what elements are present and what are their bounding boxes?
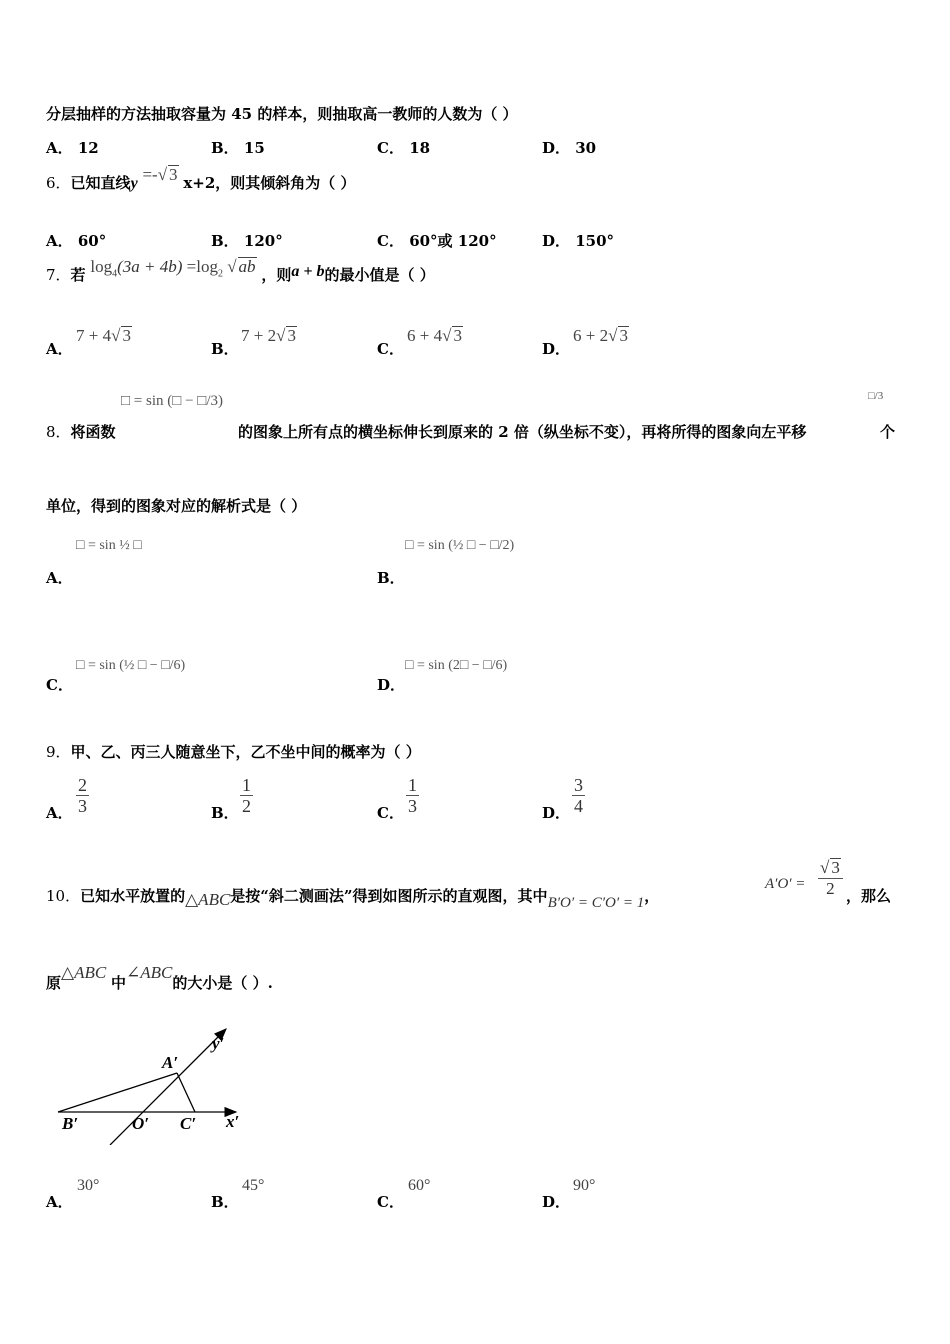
q10-option-c-value: 60° [408, 1177, 431, 1194]
q6-option-b[interactable]: B． 120° [211, 232, 283, 250]
q9-option-c-fraction: $\frac{1}{3}$ [408, 775, 417, 816]
q10-option-c[interactable]: C． [377, 1193, 404, 1211]
label-c: C′ [180, 1114, 197, 1133]
q8-option-b[interactable]: B． [377, 569, 405, 587]
q10-line2: 原△ABC 中∠ABC的大小是（ ）. [46, 963, 273, 992]
q7-option-d[interactable]: D． [542, 340, 571, 358]
q5-option-d[interactable]: D． 30 [542, 139, 597, 157]
q10-option-b-value: 45° [242, 1177, 265, 1194]
label-y: y′ [212, 1034, 225, 1053]
q10-option-d-value: 90° [573, 1177, 596, 1194]
q8-option-a-expr: □ = sin ½ □ [76, 538, 142, 553]
q7-option-d-expr: 6 + 2√ 3 [573, 326, 628, 345]
segment-b-a [58, 1073, 177, 1112]
q10-cond2-fraction: $\frac{√ 3}{2}$ [818, 858, 843, 899]
q8-option-c[interactable]: C． [46, 676, 73, 694]
q7-option-b[interactable]: B． [211, 340, 239, 358]
q8-option-a[interactable]: A． [46, 569, 73, 587]
q7-option-c[interactable]: C． [377, 340, 404, 358]
q8-option-d[interactable]: D． [377, 676, 406, 694]
q8-num-pre: 8．将函数 [46, 423, 116, 441]
q10-option-b[interactable]: B． [211, 1193, 239, 1211]
q9-option-d-fraction: $\frac{3}{4}$ [574, 775, 583, 816]
y-axis [110, 1029, 226, 1145]
q10-stem: 10．已知水平放置的△ABC是按“斜二测画法”得到如图所示的直观图，其中B′O′ = C′O′ = 1， [46, 887, 660, 911]
q9-option-a[interactable]: A． [46, 804, 73, 822]
oblique-projection-figure [40, 1025, 260, 1145]
q8-tail: 个 [880, 423, 896, 441]
q7-option-c-expr: 6 + 4√ 3 [407, 326, 462, 345]
q8-stem: 的图象上所有点的横坐标伸长到原来的 2 倍（纵坐标不变），再将所得的图象向左平移 [238, 423, 807, 441]
q5-option-b[interactable]: B． 15 [211, 139, 265, 157]
q10-option-a-value: 30° [77, 1177, 100, 1194]
q8-function-image: □ = sin (□ − □/3) [121, 393, 224, 409]
label-x: x′ [226, 1112, 240, 1131]
q9-option-b[interactable]: B． [211, 804, 239, 822]
q7-option-a-expr: 7 + 4√ 3 [76, 326, 131, 345]
label-b: B′ [62, 1114, 79, 1133]
q10-option-d[interactable]: D． [542, 1193, 571, 1211]
q5-stem: 分层抽样的方法抽取容量为 45 的样本，则抽取高一教师的人数为（ ） [46, 105, 518, 123]
q8-option-c-expr: □ = sin (½ □ − □/6) [76, 658, 186, 673]
q9-stem: 9．甲、乙、丙三人随意坐下，乙不坐中间的概率为（ ） [46, 743, 421, 761]
label-o: O′ [132, 1114, 150, 1133]
q10-cond2-left: A′O′ = [765, 876, 806, 892]
q10-option-a[interactable]: A． [46, 1193, 73, 1211]
q7-option-b-expr: 7 + 2√ 3 [241, 326, 296, 345]
q7-stem: 7．若 $\log_4(3a + 4b) =\log_2$ √ ab ，则a + b的最小值是（ ） [46, 257, 435, 284]
q6-stem: 6．已知直线y =-√ 3 x+2，则其倾斜角为（ ） [46, 165, 356, 192]
q6-option-c[interactable]: C． 60°或 120° [377, 232, 497, 250]
q6-option-a[interactable]: A． 60° [46, 232, 107, 250]
segment-a-c [177, 1073, 195, 1112]
q10-stem-tail: ，那么 [846, 887, 892, 905]
q8-stem-line2: 单位，得到的图象对应的解析式是（ ） [46, 497, 307, 515]
q7-option-a[interactable]: A． [46, 340, 73, 358]
q8-shift-image: □/3 [868, 390, 884, 402]
q8-option-d-expr: □ = sin (2□ − □/6) [405, 658, 508, 673]
q5-option-a[interactable]: A． 12 [46, 139, 99, 157]
label-a: A′ [162, 1053, 179, 1072]
q9-option-c[interactable]: C． [377, 804, 404, 822]
q6-option-d[interactable]: D． 150° [542, 232, 615, 250]
q5-option-c[interactable]: C． 18 [377, 139, 431, 157]
q8-option-b-expr: □ = sin (½ □ − □/2) [405, 538, 515, 553]
q9-option-d[interactable]: D． [542, 804, 571, 822]
q9-option-b-fraction: $\frac{1}{2}$ [242, 775, 251, 816]
q9-option-a-fraction: $\frac{2}{3}$ [78, 775, 87, 816]
